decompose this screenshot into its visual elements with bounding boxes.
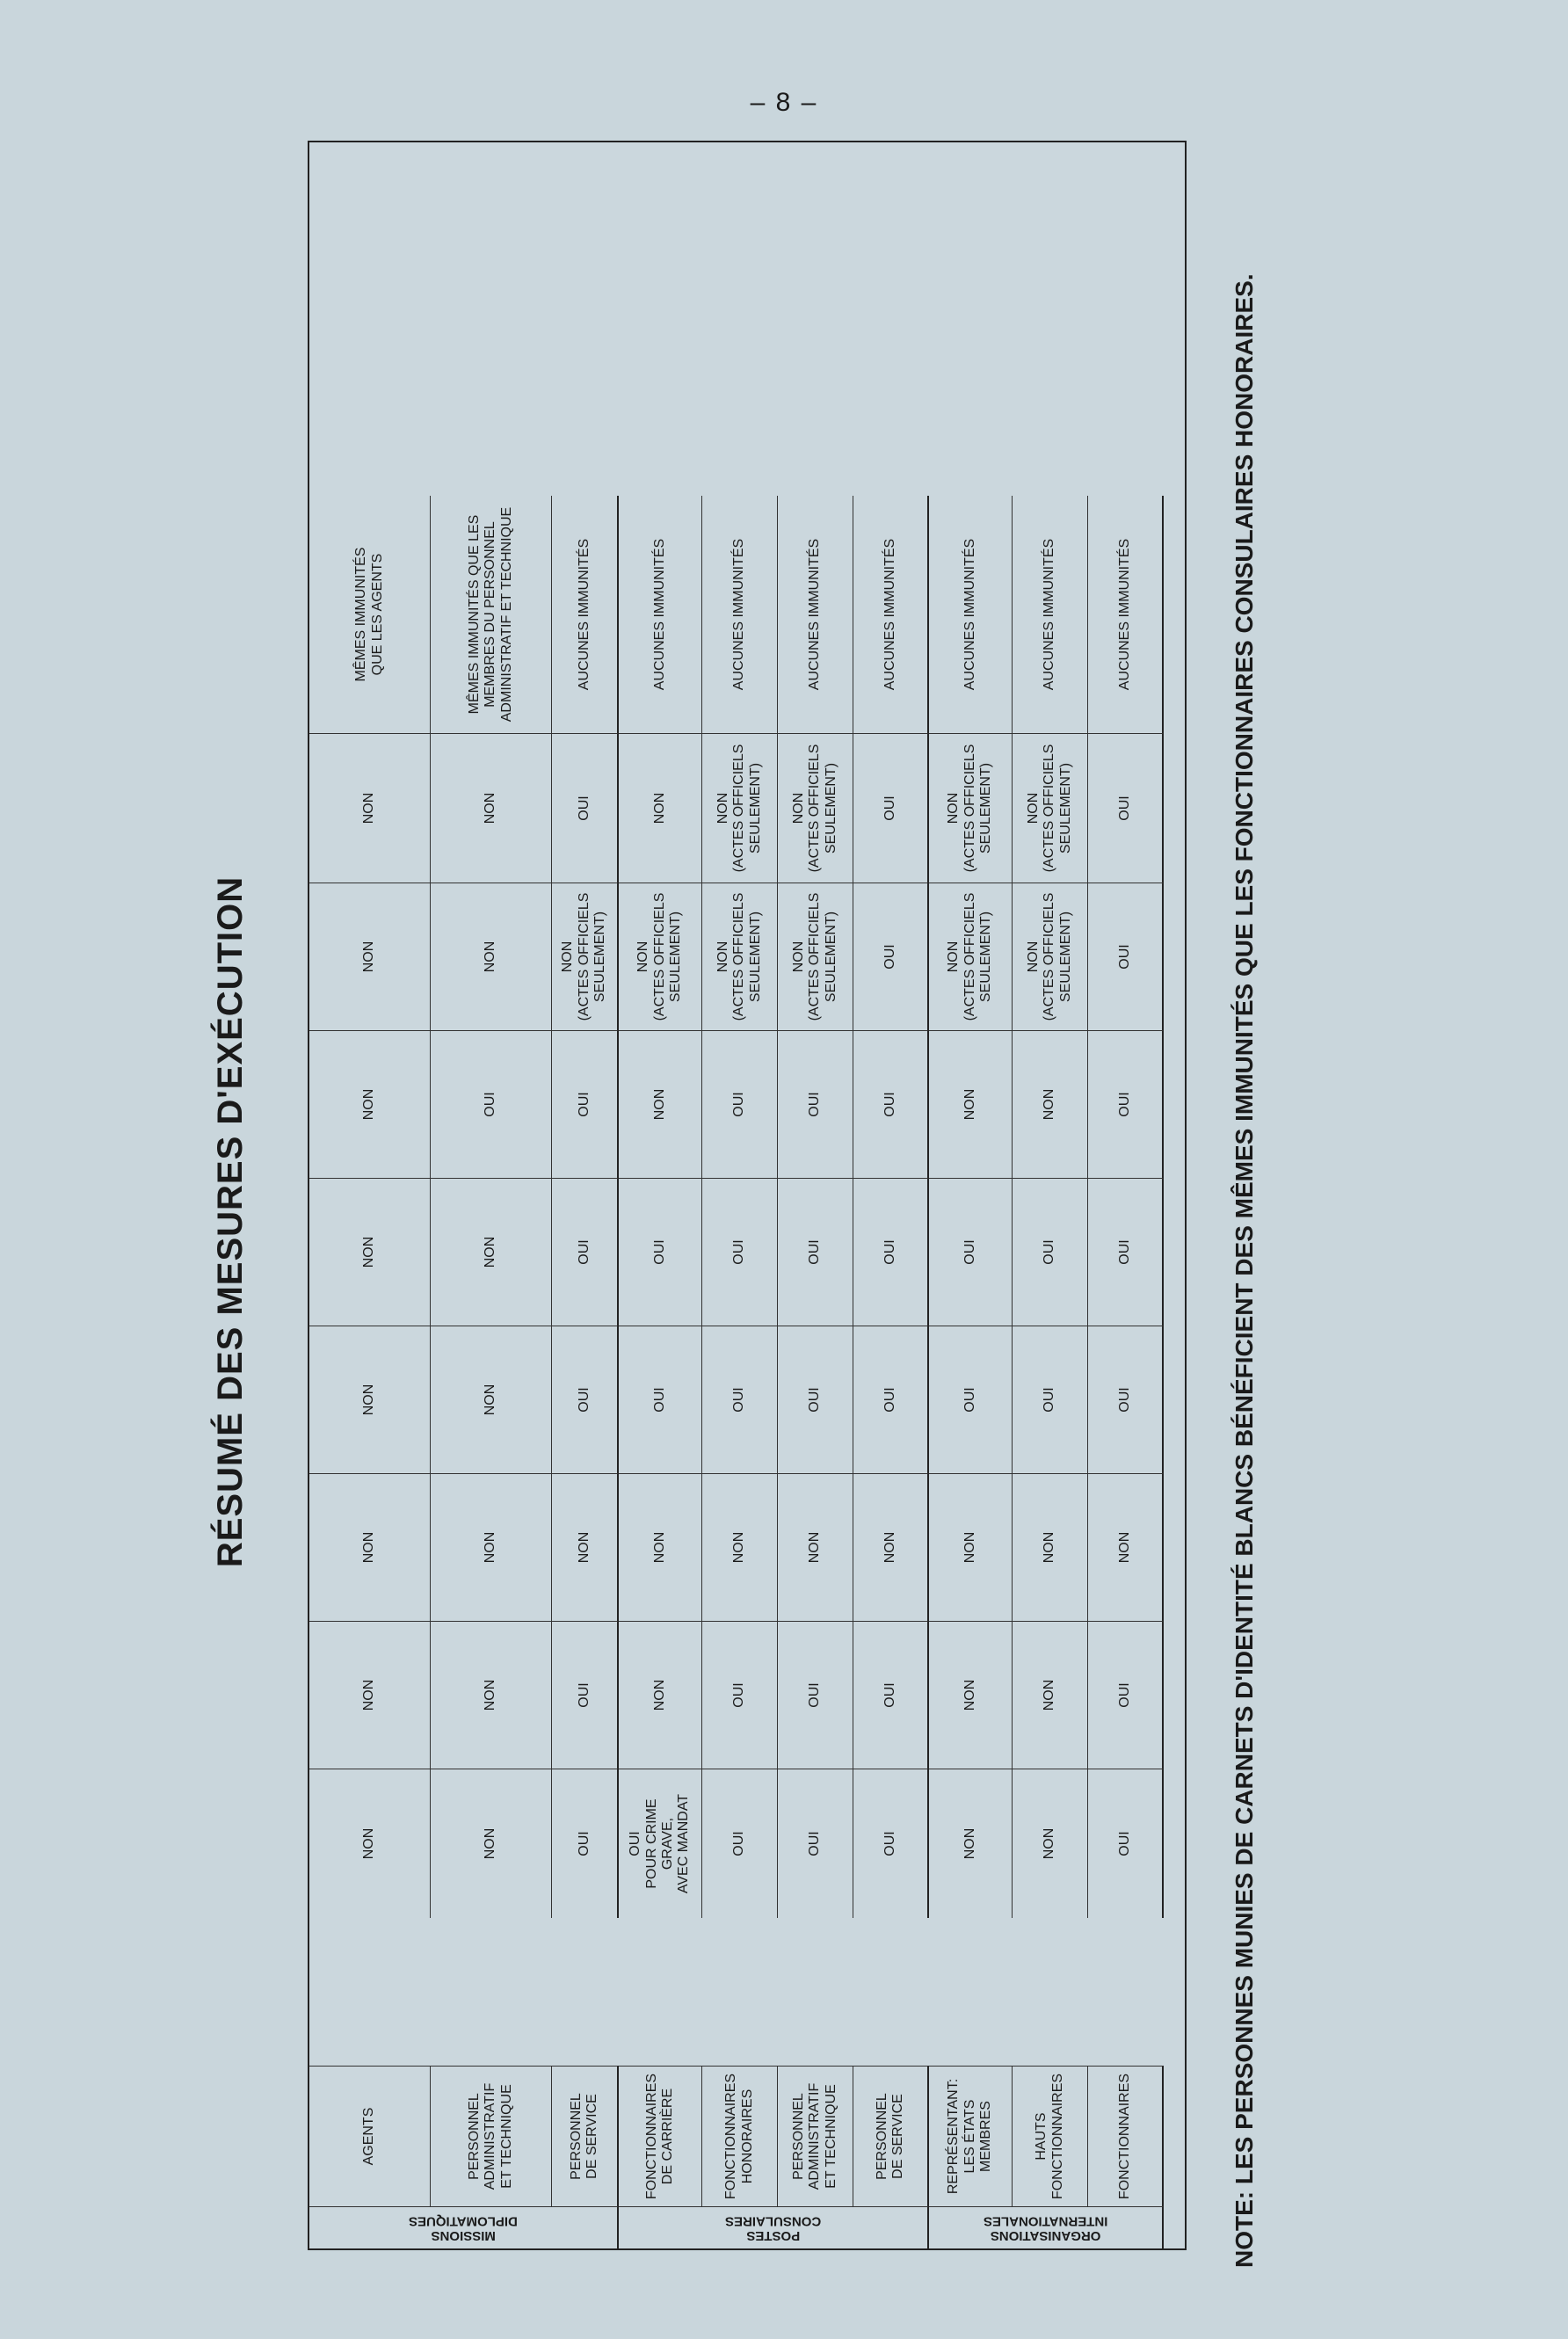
table-cell: NON (ACTES OFFICIELS SEULEMENT) <box>929 733 1013 883</box>
table-cell: NON <box>431 1178 552 1326</box>
table-cell: AUCUNES IMMUNITÉS <box>778 496 853 733</box>
table-cell: NON <box>309 1473 431 1621</box>
table-cell: NON (ACTES OFFICIELS SEULEMENT) <box>702 733 778 883</box>
table-cell: OUI <box>1088 1326 1164 1473</box>
table-cell: MÊMES IMMUNITÉS QUE LES MEMBRES DU PERSONNEL ADMINISTRATIF ET TECHNIQUE <box>431 496 552 733</box>
table-cell: OUI <box>853 1769 929 1918</box>
table-cell: NON <box>431 1621 552 1769</box>
table-cell: OUI <box>552 1621 619 1769</box>
table-cell: NON <box>309 883 431 1030</box>
table-cell: OUI <box>1088 1178 1164 1326</box>
table-cell: OUI <box>702 1621 778 1769</box>
row-category: PERSONNEL ADMINISTRATIF ET TECHNIQUE <box>778 2066 853 2206</box>
table-cell: NON <box>431 733 552 883</box>
table-cell: NON <box>1088 1473 1164 1621</box>
row-category: FONCTIONNAIRES <box>1088 2066 1164 2206</box>
page-number: – 8 – <box>750 88 818 117</box>
table-cell: NON <box>309 733 431 883</box>
table-cell: OUI <box>1088 733 1164 883</box>
table-cell: OUI <box>1013 1178 1088 1326</box>
table-cell: OUI <box>778 1178 853 1326</box>
table-cell: OUI <box>552 1030 619 1178</box>
table-cell: NON <box>1013 1473 1088 1621</box>
row-category: AGENTS <box>309 2066 431 2206</box>
table-cell: NON <box>431 1473 552 1621</box>
table-cell: OUI <box>619 1178 702 1326</box>
group-label: MISSIONS DIPLOMATIQUES <box>309 2206 619 2248</box>
table-cell: NON <box>1013 1621 1088 1769</box>
table-title: RÉSUMÉ DES MESURES D'EXÉCUTION <box>211 875 250 1568</box>
table-cell: OUI <box>853 1326 929 1473</box>
table-cell: OUI <box>619 1326 702 1473</box>
table-cell: AUCUNES IMMUNITÉS <box>1088 496 1164 733</box>
table-cell: NON (ACTES OFFICIELS SEULEMENT) <box>619 883 702 1030</box>
table-cell: AUCUNES IMMUNITÉS <box>929 496 1013 733</box>
table-cell: OUI <box>552 733 619 883</box>
table-cell: NON <box>309 1769 431 1918</box>
table-cell: OUI <box>1088 883 1164 1030</box>
table-cell: OUI <box>1013 1326 1088 1473</box>
table-cell: OUI <box>929 1178 1013 1326</box>
row-category: PERSONNEL ADMINISTRATIF ET TECHNIQUE <box>431 2066 552 2206</box>
row-category: PERSONNEL DE SERVICE <box>552 2066 619 2206</box>
table-cell: OUI <box>552 1326 619 1473</box>
table-cell: NON <box>778 1473 853 1621</box>
table-cell: NON (ACTES OFFICIELS SEULEMENT) <box>702 883 778 1030</box>
row-category: FONCTIONNAIRES DE CARRIÈRE <box>619 2066 702 2206</box>
table-cell: OUI <box>778 1326 853 1473</box>
group-label: ORGANISATIONS INTERNATIONALES <box>929 2206 1164 2248</box>
row-category: REPRÉSENTANT: LES ÉTATS MEMBRES <box>929 2066 1013 2206</box>
table-cell: NON <box>309 1326 431 1473</box>
group-label: POSTES CONSULAIRES <box>619 2206 929 2248</box>
table-cell: OUI <box>1088 1621 1164 1769</box>
table-cell: NON <box>619 1473 702 1621</box>
table-cell: AUCUNES IMMUNITÉS <box>853 496 929 733</box>
table-cell: OUI <box>702 1326 778 1473</box>
table-cell: OUI <box>929 1326 1013 1473</box>
table-cell: NON (ACTES OFFICIELS SEULEMENT) <box>778 733 853 883</box>
table-cell: NON <box>309 1621 431 1769</box>
table-cell: OUI <box>853 1621 929 1769</box>
table-cell: NON (ACTES OFFICIELS SEULEMENT) <box>778 883 853 1030</box>
table-cell: OUI <box>778 1030 853 1178</box>
table-cell: AUCUNES IMMUNITÉS <box>1013 496 1088 733</box>
table-cell: OUI <box>853 1030 929 1178</box>
table-cell: NON (ACTES OFFICIELS SEULEMENT) <box>929 883 1013 1030</box>
table-cell: NON <box>702 1473 778 1621</box>
table-cell: NON (ACTES OFFICIELS SEULEMENT) <box>1013 883 1088 1030</box>
table-cell: OUI <box>853 733 929 883</box>
table-cell: NON <box>431 1326 552 1473</box>
table-cell: NON <box>619 1030 702 1178</box>
table-cell: OUI <box>702 1769 778 1918</box>
table-cell: OUI <box>853 1178 929 1326</box>
table-cell: NON <box>619 1621 702 1769</box>
table-cell: OUI <box>1088 1769 1164 1918</box>
table-cell: NON <box>309 1178 431 1326</box>
table-cell: OUI <box>702 1178 778 1326</box>
table-cell: AUCUNES IMMUNITÉS <box>552 496 619 733</box>
table-cell: OUI <box>853 883 929 1030</box>
rotated-table-area <box>176 141 1283 2303</box>
table-cell: NON (ACTES OFFICIELS SEULEMENT) <box>1013 733 1088 883</box>
row-category: PERSONNEL DE SERVICE <box>853 2066 929 2206</box>
table-cell: NON <box>619 733 702 883</box>
table-cell: OUI <box>778 1621 853 1769</box>
row-category: FONCTIONNAIRES HONORAIRES <box>702 2066 778 2206</box>
table-cell: NON <box>853 1473 929 1621</box>
table-cell: NON <box>1013 1769 1088 1918</box>
table-cell: OUI <box>778 1769 853 1918</box>
table-cell: MÊMES IMMUNITÉS QUE LES AGENTS <box>309 496 431 733</box>
table-cell: NON <box>1013 1030 1088 1178</box>
table-cell: NON <box>929 1030 1013 1178</box>
table-cell: NON <box>552 1473 619 1621</box>
table-cell: NON (ACTES OFFICIELS SEULEMENT) <box>552 883 619 1030</box>
table-cell: NON <box>929 1621 1013 1769</box>
table-note: NOTE: LES PERSONNES MUNIES DE CARNETS D'IDENTITÉ BLANCS BÉNÉFICIENT DES MÊMES IMMUNITÉS QUE LES FONCTIONNAIRES CONSULAIRES HONORAIRES. <box>1230 273 1258 2268</box>
table-cell: NON <box>929 1473 1013 1621</box>
table-cell: OUI POUR CRIME GRAVE, AVEC MANDAT <box>619 1769 702 1918</box>
table-cell: OUI <box>552 1769 619 1918</box>
table-cell: AUCUNES IMMUNITÉS <box>619 496 702 733</box>
table-cell: OUI <box>552 1178 619 1326</box>
table-cell: NON <box>929 1769 1013 1918</box>
table-cell: AUCUNES IMMUNITÉS <box>702 496 778 733</box>
table-cell: OUI <box>1088 1030 1164 1178</box>
table-cell: OUI <box>431 1030 552 1178</box>
enforcement-summary-table <box>308 141 1187 2250</box>
row-category: HAUTS FONCTIONNAIRES <box>1013 2066 1088 2206</box>
table-cell: NON <box>431 883 552 1030</box>
table-cell: NON <box>309 1030 431 1178</box>
table-cell: NON <box>431 1769 552 1918</box>
table-cell: OUI <box>702 1030 778 1178</box>
